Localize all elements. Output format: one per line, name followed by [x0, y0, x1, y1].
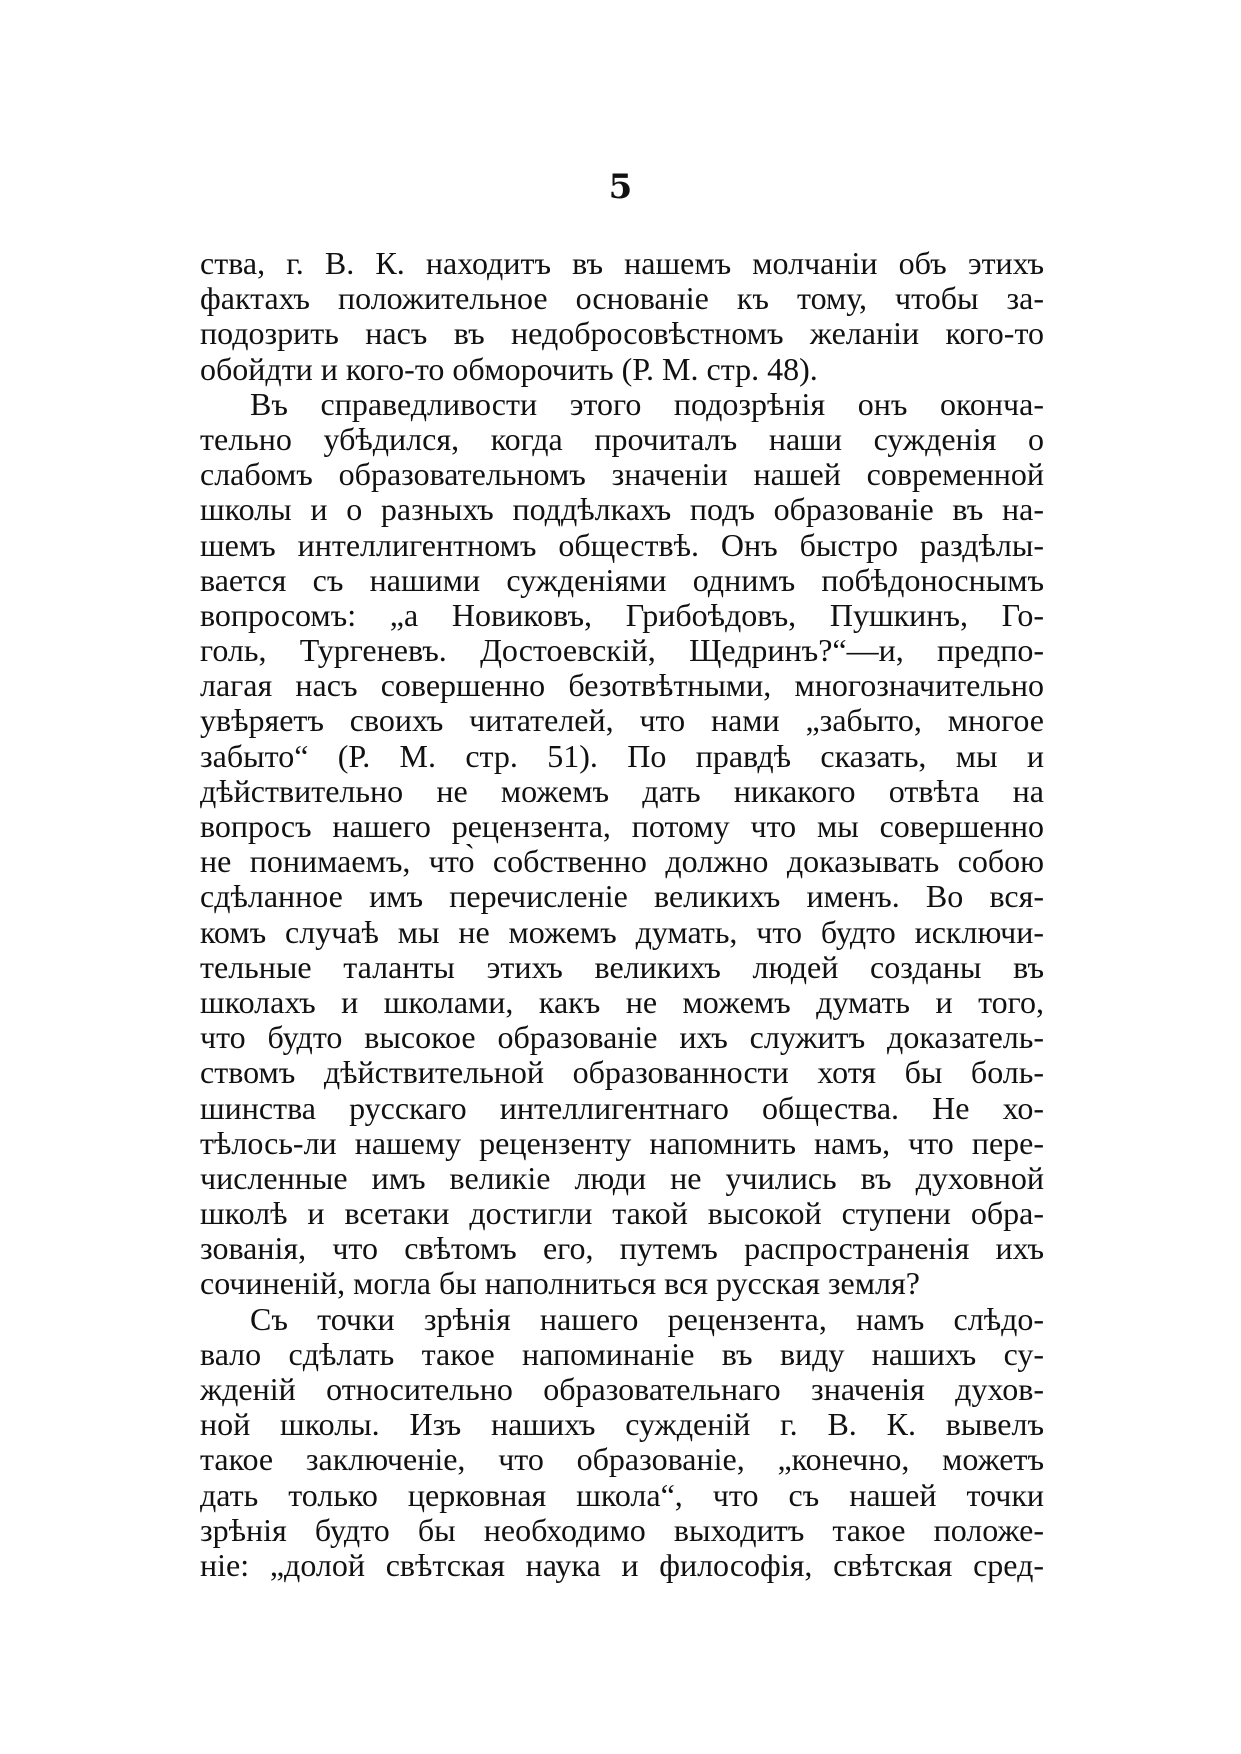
- text-line: шинства русскаго интеллигентнаго общества. Не хо-: [200, 1090, 1044, 1126]
- text-line: такое заключеніе, что образованіе, „конечно, можетъ: [200, 1442, 1044, 1478]
- text-line: тельно убѣдился, когда прочиталъ наши сужденія о: [200, 421, 1044, 457]
- text-line: дать только церковная школа“, что съ нашей точки: [200, 1477, 1044, 1513]
- text-line: тѣлось-ли нашему рецензенту напомнить намъ, что пере-: [200, 1125, 1044, 1161]
- text-line: фактахъ положительное основаніе къ тому, чтобы за-: [200, 281, 1044, 317]
- text-line: что будто высокое образованіе ихъ служитъ доказатель-: [200, 1020, 1044, 1056]
- text-line: школахъ и школами, какъ не можемъ думать и того,: [200, 984, 1044, 1020]
- text-line: обойдти и кого-то обморочить (Р. М. стр. 48).: [200, 351, 818, 387]
- body-text: [200, 246, 1044, 1583]
- text-line: численные имъ великіе люди не учились въ духовной: [200, 1160, 1044, 1196]
- text-line: дѣйствительно не можемъ дать никакого отвѣта на: [200, 773, 1044, 809]
- text-line: тельные таланты этихъ великихъ людей созданы въ: [200, 949, 1044, 985]
- text-line: зованія, что свѣтомъ его, путемъ распространенія ихъ: [200, 1231, 1044, 1267]
- text-line: Въ справедливости этого подозрѣнія онъ оконча-: [250, 386, 1044, 422]
- text-line: не понимаемъ, что̀ собственно должно доказывать собою: [200, 844, 1044, 880]
- text-line: ствомъ дѣйствительной образованности хотя бы боль-: [200, 1055, 1044, 1091]
- text-line: ніе: „долой свѣтская наука и философія, свѣтская сред-: [200, 1547, 1044, 1583]
- text-line: жденій относительно образовательнаго значенія духов-: [200, 1372, 1044, 1407]
- text-line: вопросъ нашего рецензента, потому что мы совершенно: [200, 809, 1044, 844]
- text-line: голь, Тургеневъ. Достоевскій, Щедринъ?“—и, предпо-: [200, 633, 1044, 669]
- page-number: 5: [608, 167, 633, 207]
- text-line: лагая насъ совершенно безотвѣтными, многозначительно: [200, 668, 1044, 704]
- text-line: комъ случаѣ мы не можемъ думать, что будто исключи-: [200, 914, 1044, 950]
- text-line: школѣ и всетаки достигли такой высокой ступени обра-: [200, 1196, 1044, 1232]
- text-line: вопросомъ: „а Новиковъ, Грибоѣдовъ, Пушкинъ, Го-: [200, 597, 1044, 633]
- text-line: шемъ интеллигентномъ обществѣ. Онъ быстро раздѣлы-: [200, 527, 1044, 563]
- text-line: ной школы. Изъ нашихъ сужденій г. В. К. вывелъ: [200, 1407, 1044, 1443]
- text-line: слабомъ образовательномъ значеніи нашей современной: [200, 457, 1044, 493]
- text-line: увѣряетъ своихъ читателей, что нами „забыто, многое: [200, 703, 1044, 739]
- text-line: школы и о разныхъ поддѣлкахъ подъ образованіе въ на-: [200, 492, 1044, 528]
- text-line: вало сдѣлать такое напоминаніе въ виду нашихъ су-: [200, 1336, 1044, 1372]
- text-line: подозрить насъ въ недобросовѣстномъ желаніи кого-то: [200, 316, 1044, 352]
- text-line: зрѣнія будто бы необходимо выходитъ такое положе-: [200, 1512, 1044, 1548]
- text-line: сдѣланное имъ перечисленіе великихъ именъ. Во вся-: [200, 879, 1044, 915]
- text-line: сочиненій, могла бы наполниться вся русская земля?: [200, 1266, 920, 1302]
- text-line: ства, г. В. К. находитъ въ нашемъ молчаніи объ этихъ: [200, 246, 1044, 281]
- text-line: вается съ нашими сужденіями однимъ побѣдоноснымъ: [200, 562, 1044, 598]
- text-line: Съ точки зрѣнія нашего рецензента, намъ слѣдо-: [250, 1301, 1044, 1337]
- text-line: забыто“ (Р. М. стр. 51). По правдѣ сказать, мы и: [200, 738, 1044, 774]
